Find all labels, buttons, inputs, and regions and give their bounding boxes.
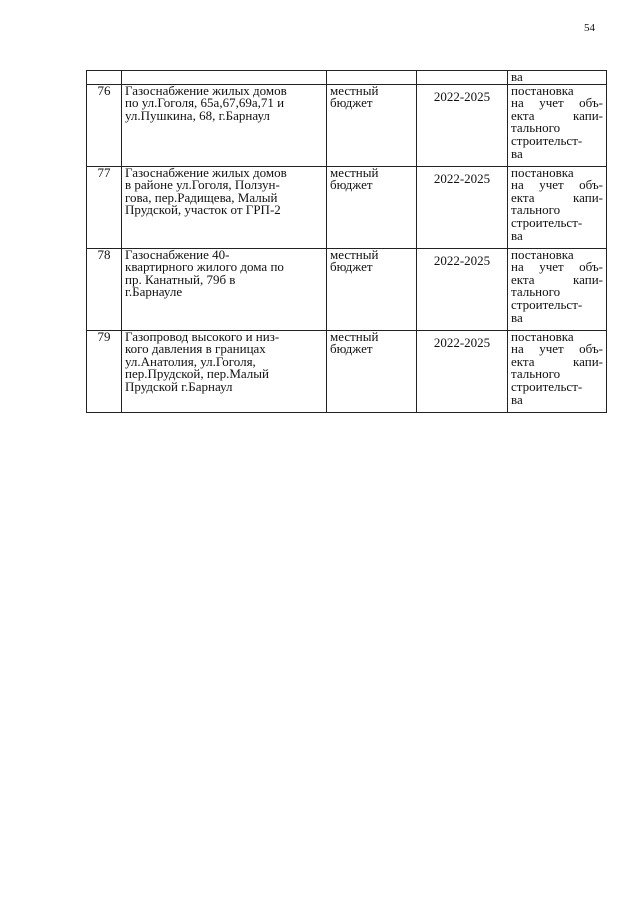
implementation-period: 2022-2025 — [417, 166, 508, 248]
planned-action — [508, 330, 607, 412]
page-number: 54 — [584, 22, 595, 34]
planned-action-line: строительст- — [511, 296, 583, 312]
object-name-line: квартирного жилого дома по — [125, 259, 284, 275]
planned-action-line: ва — [511, 391, 523, 407]
planned-action-line: екта капи- — [511, 107, 603, 123]
object-name-line: пр. Канатный, 79б в — [125, 271, 236, 287]
object-name-line: кого давления в границах — [125, 341, 266, 357]
funding-source-line: бюджет — [330, 341, 373, 357]
funding-source-line: местный — [330, 166, 379, 180]
funding-source-line: бюджет — [330, 95, 373, 111]
table-row — [87, 166, 607, 248]
planned-action-line: ва — [511, 227, 523, 243]
planned-action-line: на учет объ- — [511, 177, 603, 193]
object-name — [122, 248, 327, 330]
object-name-line: ул.Пушкина, 68, г.Барнаул — [125, 107, 270, 123]
planned-action-line: тального — [511, 284, 561, 300]
row-number: 79 — [87, 330, 122, 412]
planned-action-line: екта капи- — [511, 353, 603, 369]
funding-source-line: местный — [330, 248, 379, 262]
object-name — [122, 84, 327, 166]
funding-source — [327, 166, 417, 248]
object-name-line: Прудской, участок от ГРП-2 — [125, 202, 281, 218]
planned-action-line: строительст- — [511, 132, 583, 148]
cell-num — [87, 71, 122, 85]
cell-name — [122, 71, 327, 85]
object-name-line: Газоснабжение жилых домов — [125, 84, 287, 98]
planned-action-line: ва — [511, 145, 523, 161]
object-name-line: по ул.Гоголя, 65а,67,69а,71 и — [125, 95, 285, 111]
funding-source — [327, 248, 417, 330]
cell-source — [327, 71, 417, 85]
row-number: 78 — [87, 248, 122, 330]
planned-action-line: постановка — [511, 84, 574, 98]
object-name-line: в районе ул.Гоголя, Ползун- — [125, 177, 280, 193]
cell-period — [417, 71, 508, 85]
implementation-period: 2022-2025 — [417, 330, 508, 412]
object-name-line: Газоснабжение жилых домов — [125, 166, 287, 180]
objects-table — [86, 70, 607, 413]
funding-source-line: бюджет — [330, 177, 373, 193]
planned-action-line: строительст- — [511, 378, 583, 394]
planned-action-line: екта капи- — [511, 271, 603, 287]
planned-action-line: строительст- — [511, 214, 583, 230]
funding-source-line: местный — [330, 330, 379, 344]
planned-action-line: постановка — [511, 166, 574, 180]
object-name-line: Газопровод высокого и низ- — [125, 330, 280, 344]
planned-action — [508, 166, 607, 248]
object-name-line: ул.Анатолия, ул.Гоголя, — [125, 353, 256, 369]
planned-action-line: постановка — [511, 248, 574, 262]
planned-action-line: на учет объ- — [511, 95, 603, 111]
object-name-line: пер.Прудской, пер.Малый — [125, 366, 269, 382]
action-line: ва — [511, 70, 523, 84]
funding-source — [327, 84, 417, 166]
planned-action-line: екта капи- — [511, 189, 603, 205]
planned-action — [508, 248, 607, 330]
planned-action-line: на учет объ- — [511, 341, 603, 357]
table-row — [87, 84, 607, 166]
object-name — [122, 330, 327, 412]
table-continuation-row — [87, 71, 607, 85]
table-row — [87, 248, 607, 330]
object-name-line: Прудской г.Барнаул — [125, 378, 233, 394]
planned-action-line: ва — [511, 309, 523, 325]
object-name-line: гова, пер.Радищева, Малый — [125, 189, 278, 205]
funding-source-line: бюджет — [330, 259, 373, 275]
planned-action — [508, 84, 607, 166]
planned-action-line: постановка — [511, 330, 574, 344]
funding-source-line: местный — [330, 84, 379, 98]
planned-action-line: тального — [511, 120, 561, 136]
cell-action — [508, 71, 607, 85]
row-number: 77 — [87, 166, 122, 248]
row-number: 76 — [87, 84, 122, 166]
object-name — [122, 166, 327, 248]
implementation-period: 2022-2025 — [417, 248, 508, 330]
funding-source — [327, 330, 417, 412]
implementation-period: 2022-2025 — [417, 84, 508, 166]
planned-action-line: тального — [511, 202, 561, 218]
planned-action-line: на учет объ- — [511, 259, 603, 275]
table-row — [87, 330, 607, 412]
planned-action-line: тального — [511, 366, 561, 382]
object-name-line: Газоснабжение 40- — [125, 248, 230, 262]
object-name-line: г.Барнауле — [125, 284, 183, 300]
